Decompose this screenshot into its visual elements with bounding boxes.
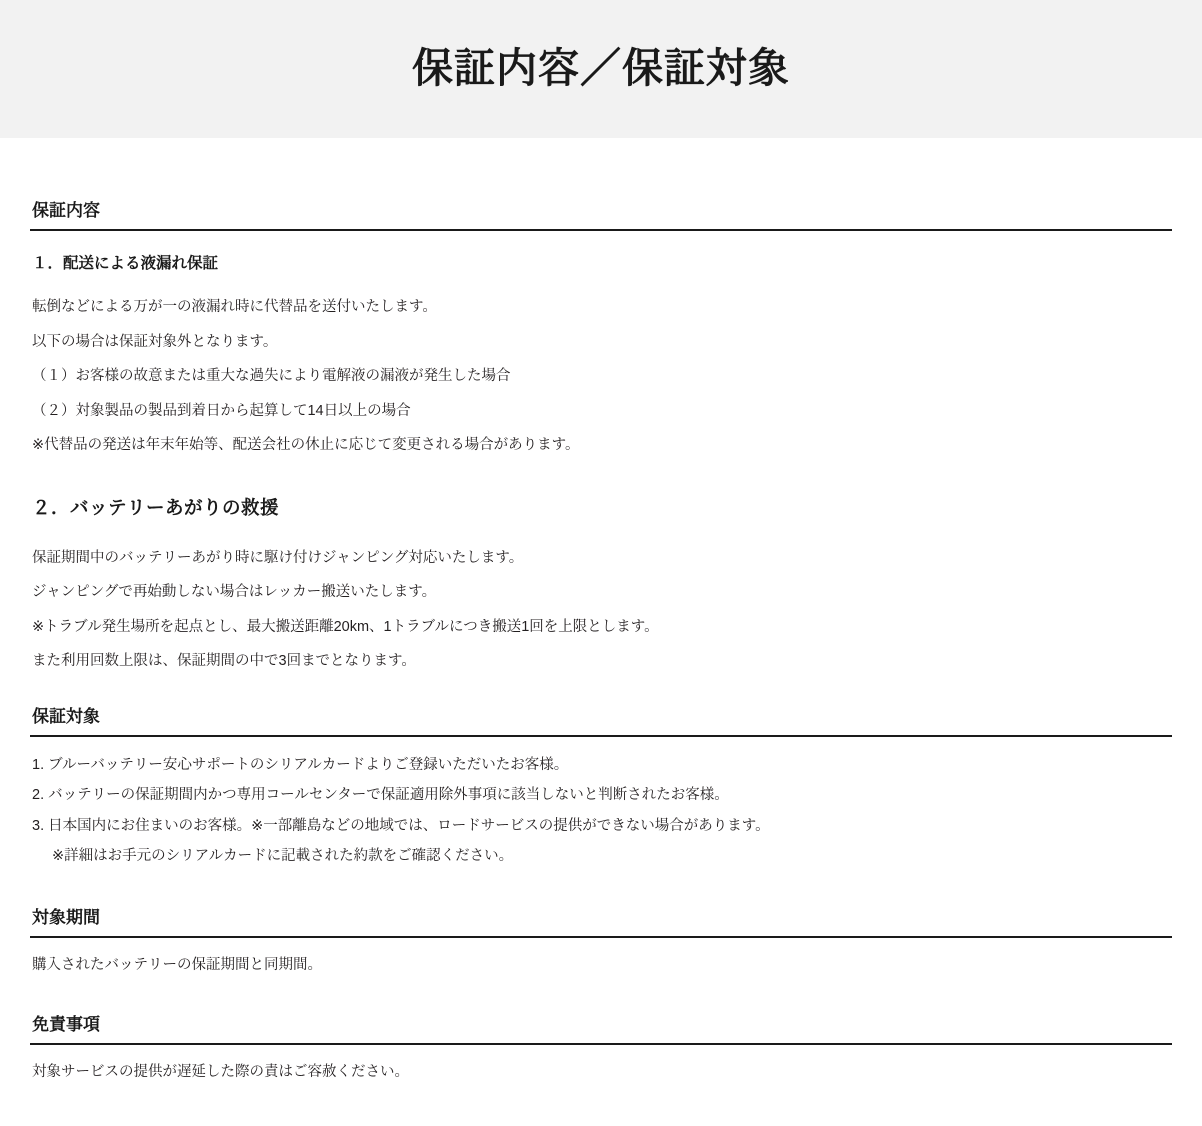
spacer [30, 1045, 1172, 1063]
section-coverage-period [30, 903, 1172, 975]
spacer [30, 737, 1172, 755]
page-header-banner [0, 0, 1202, 138]
section-heading: 保証対象 [32, 706, 100, 726]
list-item: 3. 日本国内にお住まいのお客様。※一部離島などの地域では、ロードサービスの提供ができない場合があります。 [32, 817, 770, 834]
spacer [30, 974, 1172, 1010]
spacer [30, 836, 1172, 846]
spacer [30, 522, 1172, 548]
spacer [30, 421, 1172, 435]
paragraph-line: 以下の場合は保証対象外となります。 [32, 333, 278, 350]
spacer [30, 806, 1172, 816]
list-item: 1. ブルーバッテリー安心サポートのシリアルカードよりご登録いただいたお客様。 [32, 756, 569, 773]
spacer [30, 231, 1172, 249]
spacer [30, 138, 1172, 196]
spacer [30, 775, 1172, 785]
paragraph-list [30, 755, 1172, 867]
paragraph-line: 保証期間中のバッテリーあがり時に駆け付けジャンピング対応いたします。 [32, 549, 524, 566]
paragraph-line: ※代替品の発送は年末年始等、配送会社の休止に応じて変更される場合があります。 [32, 437, 580, 453]
paragraph-line: 購入されたバッテリーの保証期間と同期間。 [32, 956, 322, 973]
paragraph-line: 対象サービスの提供が遅延した際の責はご容赦ください。 [32, 1064, 409, 1080]
document-content [0, 138, 1202, 1126]
list-item-note: ※詳細はお手元のシリアルカードに記載された約款をご確認ください。 [52, 848, 514, 864]
spacer [30, 867, 1172, 903]
section-warranty-content [30, 196, 1172, 672]
paragraph-line: ジャンピングで再始動しない場合はレッカー搬送いたします。 [32, 584, 437, 600]
sub-block-battery-rescue [30, 492, 1172, 672]
section-heading: 免責事項 [32, 1015, 100, 1034]
page-title: 保証内容／保証対象 [412, 45, 790, 92]
paragraph-list [30, 297, 1172, 456]
spacer [30, 938, 1172, 956]
sub-block-leak-warranty [30, 249, 1172, 456]
paragraph-list [30, 548, 1172, 672]
sub-heading: １．配送による液漏れ保証 [32, 255, 219, 272]
section-heading: 保証内容 [32, 201, 100, 220]
spacer [30, 672, 1172, 702]
paragraph-line: ※トラブル発生場所を起点とし、最大搬送距離20km、1トラブルにつき搬送1回を上限とします。 [32, 618, 659, 635]
spacer [30, 387, 1172, 401]
paragraph-line: 転倒などによる万が一の液漏れ時に代替品を送付いたします。 [32, 299, 437, 315]
paragraph-line: （１）お客様の故意または重大な過失により電解液の漏液が発生した場合 [32, 368, 511, 384]
spacer [30, 352, 1172, 366]
paragraph-line: また利用回数上限は、保証期間の中で3回までとなります。 [32, 653, 416, 669]
spacer [30, 603, 1172, 617]
spacer [30, 456, 1172, 492]
spacer [30, 637, 1172, 651]
section-disclaimer [30, 1010, 1172, 1082]
spacer [30, 1082, 1172, 1126]
spacer [30, 568, 1172, 582]
sub-heading: ２．バッテリーあがりの救援 [32, 496, 280, 518]
paragraph-line: （２）対象製品の製品到着日から起算して14日以上の場合 [32, 402, 411, 419]
spacer [30, 318, 1172, 332]
spacer [30, 275, 1172, 297]
section-warranty-target [30, 702, 1172, 867]
list-item: 2. バッテリーの保証期間内かつ専用コールセンターで保証適用除外事項に該当しないと判断されたお客様。 [32, 787, 729, 803]
section-heading: 対象期間 [32, 907, 100, 927]
